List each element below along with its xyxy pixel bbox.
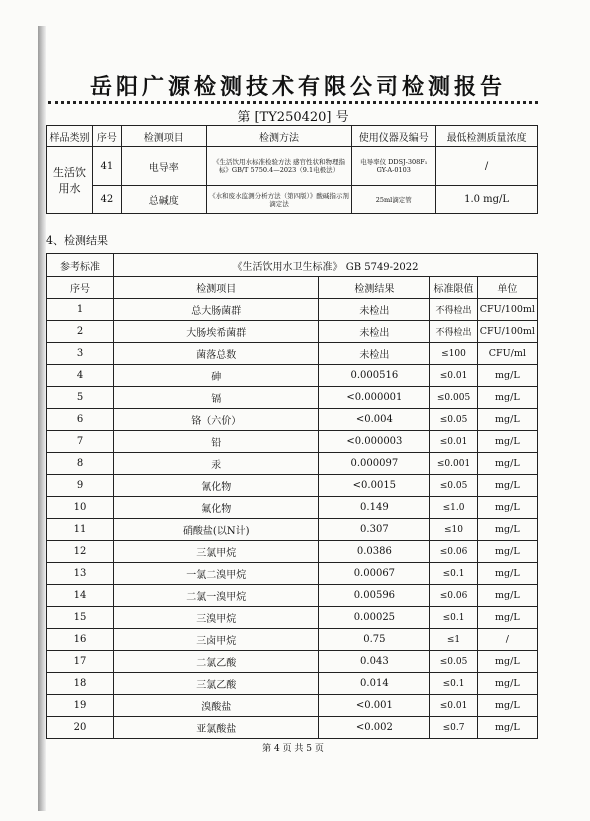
- test-item: 硝酸盐(以N计): [114, 519, 319, 541]
- unit: mg/L: [477, 409, 537, 431]
- unit: mg/L: [477, 717, 537, 739]
- unit: mg/L: [477, 541, 537, 563]
- standard-limit: ≤0.05: [430, 651, 477, 673]
- test-item: 一氯二溴甲烷: [114, 563, 319, 585]
- sample-category: 生活饮用水: [47, 147, 93, 214]
- test-item: 电导率: [121, 147, 206, 186]
- table-row: [47, 673, 538, 695]
- header-cell: 标准限值: [430, 277, 477, 299]
- min-concentration: 1.0 mg/L: [436, 186, 538, 214]
- table-row: [47, 409, 538, 431]
- test-result: 0.00596: [319, 585, 430, 607]
- row-number: 3: [47, 343, 114, 365]
- methods-header-row: [47, 126, 538, 147]
- test-item: 氰化物: [114, 475, 319, 497]
- table-row: [47, 629, 538, 651]
- min-concentration: /: [436, 147, 538, 186]
- row-number: 12: [47, 541, 114, 563]
- report-number: 第 [TY250420] 号: [237, 110, 349, 125]
- unit: mg/L: [477, 563, 537, 585]
- test-item: 汞: [114, 453, 319, 475]
- standard-label: 参考标准: [47, 254, 114, 277]
- table-row: [47, 343, 538, 365]
- methods-table: [46, 125, 538, 214]
- test-item: 铅: [114, 431, 319, 453]
- standard-value: 《生活饮用水卫生标准》 GB 5749-2022: [114, 254, 538, 277]
- standard-limit: ≤0.7: [430, 717, 477, 739]
- unit: mg/L: [477, 519, 537, 541]
- unit: mg/L: [477, 695, 537, 717]
- test-result: <0.004: [319, 409, 430, 431]
- unit: mg/L: [477, 475, 537, 497]
- row-number: 8: [47, 453, 114, 475]
- test-item: 亚氯酸盐: [114, 717, 319, 739]
- unit: mg/L: [477, 673, 537, 695]
- standard-limit: ≤0.01: [430, 365, 477, 387]
- test-result: 0.00025: [319, 607, 430, 629]
- results-table: [46, 253, 538, 739]
- table-row: [47, 585, 538, 607]
- test-item: 总大肠菌群: [114, 299, 319, 321]
- table-row: [47, 321, 538, 343]
- test-result: 0.149: [319, 497, 430, 519]
- row-number: 7: [47, 431, 114, 453]
- unit: CFU/100ml: [477, 321, 537, 343]
- standard-limit: ≤1: [430, 629, 477, 651]
- instrument: 25ml滴定管: [352, 186, 436, 214]
- test-result: 0.014: [319, 673, 430, 695]
- unit: mg/L: [477, 607, 537, 629]
- standard-limit: ≤100: [430, 343, 477, 365]
- test-item: 铬（六价）: [114, 409, 319, 431]
- test-item: 三氯乙酸: [114, 673, 319, 695]
- standard-limit: ≤0.001: [430, 453, 477, 475]
- row-number: 13: [47, 563, 114, 585]
- row-number: 15: [47, 607, 114, 629]
- table-row: [47, 695, 538, 717]
- row-number: 6: [47, 409, 114, 431]
- section-title: 4、检测结果: [46, 234, 108, 247]
- table-row: [47, 431, 538, 453]
- report-title: 岳阳广源检测技术有限公司检测报告: [89, 75, 506, 100]
- unit: mg/L: [477, 497, 537, 519]
- test-result: 0.000516: [319, 365, 430, 387]
- standard-limit: ≤0.1: [430, 607, 477, 629]
- header-cell: 检测项目: [121, 126, 206, 147]
- standard-limit: ≤0.05: [430, 409, 477, 431]
- table-row: [47, 365, 538, 387]
- table-row: [47, 519, 538, 541]
- test-method: 《生活饮用水标准检验方法 感官性状和物理指标》GB/T 5750.4—2023（9.1电极法）: [206, 147, 352, 186]
- table-row: [47, 717, 538, 739]
- standard-limit: ≤0.1: [430, 673, 477, 695]
- row-number: 16: [47, 629, 114, 651]
- header-cell: 最低检测质量浓度: [436, 126, 538, 147]
- binding-shadow: [38, 26, 46, 811]
- row-number: 42: [92, 186, 121, 214]
- test-item: 大肠埃希菌群: [114, 321, 319, 343]
- instrument: 电导率仪 DDSJ-308F₁ GY-A-0103: [352, 147, 436, 186]
- test-item: 总碱度: [121, 186, 206, 214]
- unit: /: [477, 629, 537, 651]
- test-result: 0.000097: [319, 453, 430, 475]
- test-item: 菌落总数: [114, 343, 319, 365]
- table-row: [47, 475, 538, 497]
- standard-limit: ≤0.01: [430, 431, 477, 453]
- test-result: <0.000001: [319, 387, 430, 409]
- standard-row: [47, 254, 538, 277]
- row-number: 41: [92, 147, 121, 186]
- standard-limit: 不得检出: [430, 299, 477, 321]
- row-number: 19: [47, 695, 114, 717]
- test-item: 镉: [114, 387, 319, 409]
- unit: mg/L: [477, 431, 537, 453]
- row-number: 18: [47, 673, 114, 695]
- table-row: [47, 541, 538, 563]
- table-row: [47, 563, 538, 585]
- row-number: 20: [47, 717, 114, 739]
- table-row: [47, 147, 538, 186]
- row-number: 1: [47, 299, 114, 321]
- test-result: 未检出: [319, 299, 430, 321]
- test-result: 0.0386: [319, 541, 430, 563]
- unit: CFU/ml: [477, 343, 537, 365]
- test-result: <0.0015: [319, 475, 430, 497]
- row-number: 11: [47, 519, 114, 541]
- results-body: [47, 299, 538, 739]
- standard-limit: ≤1.0: [430, 497, 477, 519]
- test-result: 未检出: [319, 321, 430, 343]
- test-result: 0.043: [319, 651, 430, 673]
- header-cell: 序号: [92, 126, 121, 147]
- table-row: [47, 497, 538, 519]
- test-result: 0.00067: [319, 563, 430, 585]
- header-cell: 检测方法: [206, 126, 352, 147]
- row-number: 10: [47, 497, 114, 519]
- header-cell: 样品类别: [47, 126, 93, 147]
- standard-limit: ≤0.01: [430, 695, 477, 717]
- unit: mg/L: [477, 365, 537, 387]
- test-item: 二氯一溴甲烷: [114, 585, 319, 607]
- page-footer: 第 4 页 共 5 页: [262, 744, 324, 754]
- header-cell: 序号: [47, 277, 114, 299]
- unit: mg/L: [477, 387, 537, 409]
- table-row: [47, 186, 538, 214]
- row-number: 5: [47, 387, 114, 409]
- table-row: [47, 299, 538, 321]
- row-number: 9: [47, 475, 114, 497]
- test-item: 三卤甲烷: [114, 629, 319, 651]
- standard-limit: ≤0.1: [430, 563, 477, 585]
- header-cell: 检测项目: [114, 277, 319, 299]
- table-row: [47, 387, 538, 409]
- row-number: 4: [47, 365, 114, 387]
- standard-limit: ≤10: [430, 519, 477, 541]
- table-row: [47, 607, 538, 629]
- unit: mg/L: [477, 651, 537, 673]
- row-number: 14: [47, 585, 114, 607]
- test-item: 二氯乙酸: [114, 651, 319, 673]
- standard-limit: ≤0.06: [430, 585, 477, 607]
- row-number: 2: [47, 321, 114, 343]
- test-result: <0.000003: [319, 431, 430, 453]
- unit: mg/L: [477, 585, 537, 607]
- test-result: <0.002: [319, 717, 430, 739]
- test-item: 氟化物: [114, 497, 319, 519]
- row-number: 17: [47, 651, 114, 673]
- test-result: 0.307: [319, 519, 430, 541]
- unit: mg/L: [477, 453, 537, 475]
- standard-limit: ≤0.005: [430, 387, 477, 409]
- standard-limit: ≤0.05: [430, 475, 477, 497]
- table-row: [47, 453, 538, 475]
- title-divider: [48, 101, 538, 104]
- standard-limit: 不得检出: [430, 321, 477, 343]
- results-header-row: [47, 277, 538, 299]
- test-result: 0.75: [319, 629, 430, 651]
- test-item: 三溴甲烷: [114, 607, 319, 629]
- standard-limit: ≤0.06: [430, 541, 477, 563]
- header-cell: 单位: [477, 277, 537, 299]
- test-method: 《水和废水监测分析方法（第四版）》酸碱指示剂滴定法: [206, 186, 352, 214]
- test-result: <0.001: [319, 695, 430, 717]
- test-item: 砷: [114, 365, 319, 387]
- test-item: 溴酸盐: [114, 695, 319, 717]
- unit: CFU/100ml: [477, 299, 537, 321]
- header-cell: 使用仪器及编号: [352, 126, 436, 147]
- test-item: 三氯甲烷: [114, 541, 319, 563]
- table-row: [47, 651, 538, 673]
- test-result: 未检出: [319, 343, 430, 365]
- header-cell: 检测结果: [319, 277, 430, 299]
